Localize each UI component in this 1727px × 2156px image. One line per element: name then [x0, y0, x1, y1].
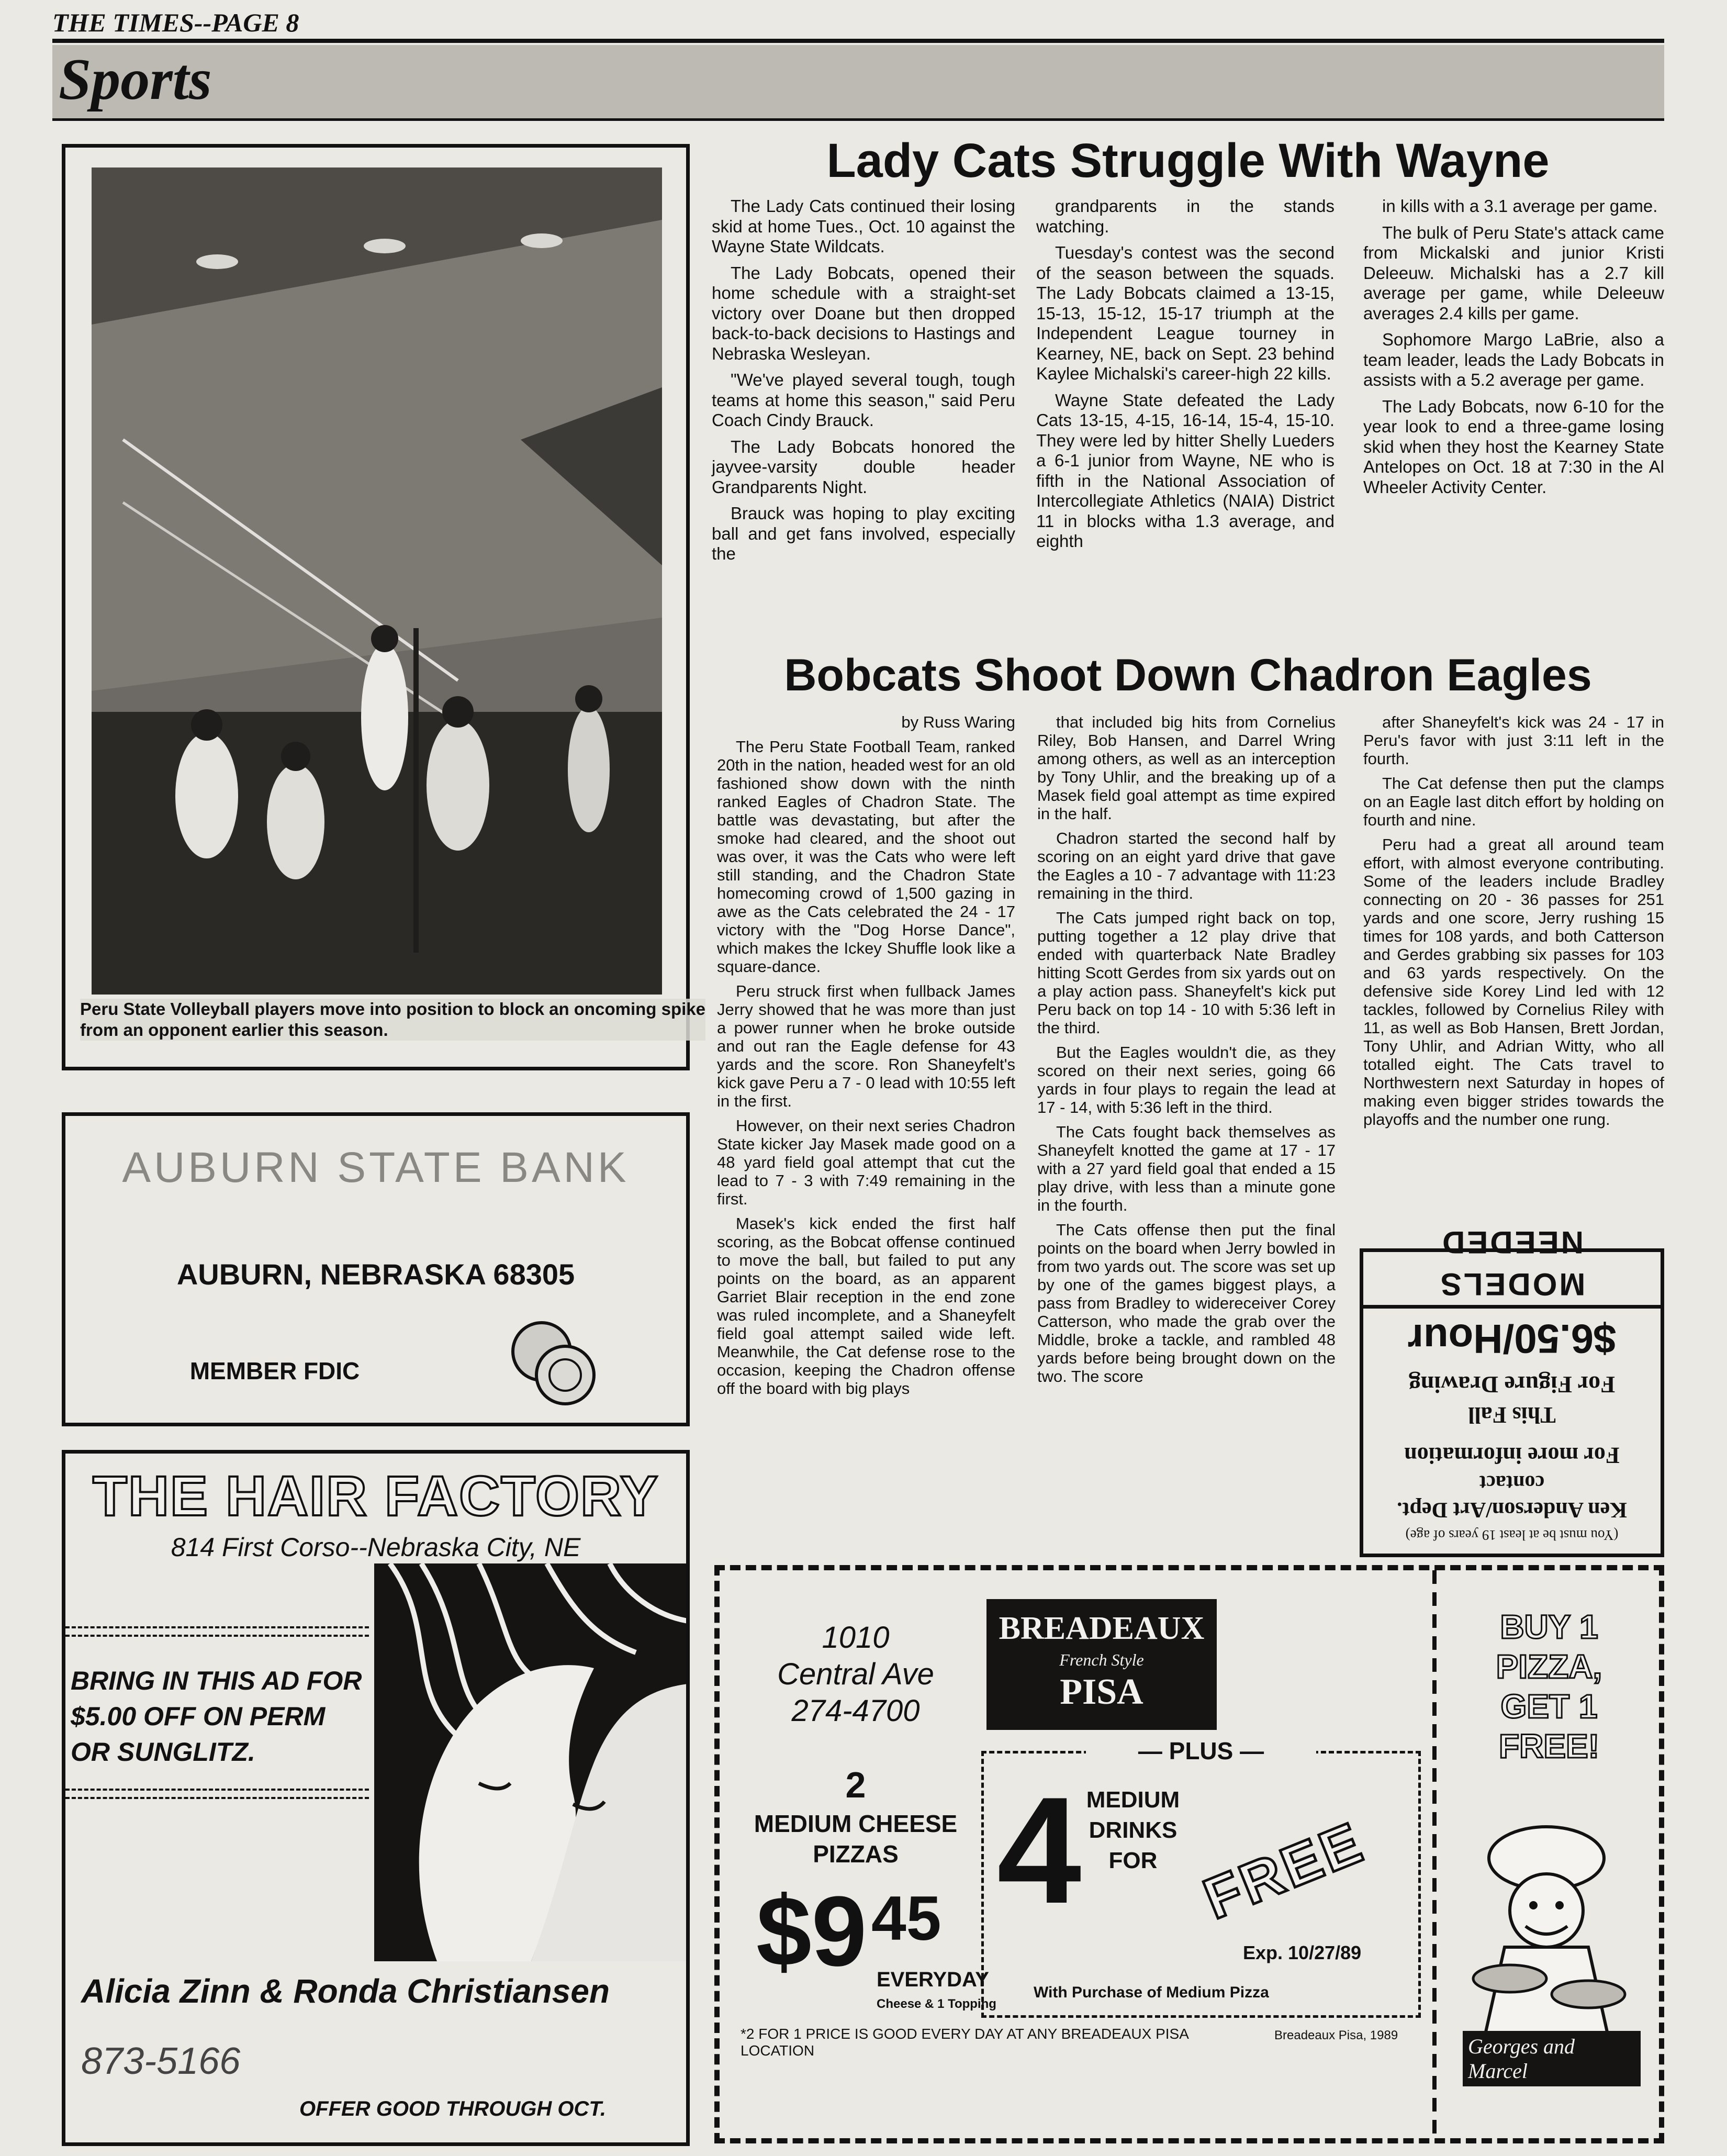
drinks-label: MEDIUM DRINKS FOR [1086, 1787, 1180, 1873]
story1-column-2 [1036, 196, 1334, 558]
paragraph: Peru had a great all around team effort, with almost everyone contributing. Some of the leaders include Bradley connecting on 20 - 36 passes for 251 yards and one score, Jerry rushing 15 times for 108 yards, and both Catterson and Gerdes grabbing six passes for 103 and 63 yards respectively. On the defensive side Korey Lind led with 12 tackles, followed by Cornelius Riley with 11, as well as Bob Hansen, Brett Jordan, Tony Uhlir, and Adrian Witty, who all totalled eight. The Cats travel to Northwestern next Saturday in hopes of making even bigger strides towards the playoffs and the number one rung. [1363, 835, 1664, 1129]
story2-headline: Bobcats Shoot Down Chadron Eagles [784, 650, 1592, 700]
models-title: MODELS NEEDED [1363, 1221, 1661, 1309]
section-title: Sports [59, 47, 212, 112]
paragraph: The Lady Bobcats honored the jayvee-varsity double header Grandparents Night. [712, 437, 1015, 497]
story2-column-3 [1363, 713, 1664, 1135]
hair-offer: BRING IN THIS AD FOR $5.00 OFF ON PERM OR SUNGLITZ. [71, 1666, 362, 1767]
paragraph: The Lady Bobcats, now 6-10 for the year look to end a three-game losing skid when they host the Kearney State Antelopes on Oct. 18 at 7:30 in the Al Wheeler Activity Center. [1363, 396, 1664, 497]
paragraph: after Shaneyfelt's kick was 24 - 17 in Peru's favor with just 3:11 left in the fourth. [1363, 713, 1664, 768]
paragraph: However, on their next series Chadron State kicker Jay Masek made good on a 48 yard field goal attempt that cut the lead to 7 - 3 with 7:49 remaining in the first. [717, 1116, 1015, 1208]
paragraph: Chadron started the second half by scoring on an eight yard drive that gave the Eagles a 10 - 7 advantage with 11:23 remaining in the third. [1037, 829, 1336, 902]
header-rule-bottom [52, 118, 1664, 121]
section-banner [52, 45, 1664, 118]
paragraph: The Cats jumped right back on top, putting together a 12 play drive that ended with quarterback Nate Bradley hitting Scott Gerdes from six yards out on a play action pass. Shaneyfelt's kick put Peru back on top 14 - 10 with 5:36 left in the third. [1037, 909, 1336, 1037]
pizza-quantity: 2 [845, 1764, 866, 1805]
pizza-address-street: Central Ave [777, 1657, 934, 1691]
bank-member: MEMBER FDIC [189, 1357, 360, 1384]
paragraph: Tuesday's contest was the second of the season between the squads. The Lady Bobcats claimed a 13-15, 15-13, 15-12, 15-17 triumph at the Independent League tourney in Kearney, NE, back on Sept. 23 behind Kaylee Michalski's career-high 22 kills. [1036, 243, 1334, 383]
models-info: For more information [1404, 1443, 1620, 1468]
chef-signature: Georges and Marcel [1463, 2031, 1641, 2086]
bank-city: AUBURN, NEBRASKA 68305 [176, 1258, 575, 1291]
paragraph: The Cat defense then put the clamps on an Eagle last ditch effort by holding on fourth and nine. [1363, 774, 1664, 829]
header-rule [52, 39, 1664, 43]
paragraph: Peru struck first when fullback James Jerry showed that he was more than just a power runner when he broke outside and out ran the Eagle defense for 43 yards and the score. Ron Shaneyfelt's kick gave Peru a 7 - 0 lead with 10:55 left in the first. [717, 982, 1015, 1110]
models-contact-name: Ken Anderson/Art Dept. [1397, 1498, 1627, 1522]
story2-column-1 [717, 713, 1015, 1404]
pizza-price-cents: 45 [871, 1883, 941, 1953]
pizza-footer-note: *2 FOR 1 PRICE IS GOOD EVERY DAY AT ANY BREADEAUX PISA LOCATION [741, 2026, 1188, 2059]
bank-name: AUBURN STATE BANK [122, 1144, 630, 1191]
paragraph: that included big hits from Cornelius Riley, Bob Hansen, and Darrel Wring among others, as well as an interception by Tony Uhlir, and the breaking up of a Masek field goal attempt as time expired in the half. [1037, 713, 1336, 823]
pizza-everyday: EVERYDAY [877, 1968, 989, 1991]
photo-caption: Peru State Volleyball players move into position to block an oncoming spike from an opponent earlier this season. [80, 999, 705, 1040]
paragraph: The Lady Bobcats, opened their home schedule with a straight-set victory over Doane but then dropped back-to-back decisions to Hastings and Nebraska Wesleyan. [712, 263, 1015, 363]
hair-phone: 873-5166 [81, 2040, 241, 2082]
stylist-names: Alicia Zinn & Ronda Christiansen [81, 1972, 610, 2010]
paragraph: The bulk of Peru State's attack came from Mickalski and junior Kristi Deleeuw. Michalski has a 2.7 kill average per game, while Deleeuw averages 2.4 kills per game. [1363, 222, 1664, 323]
pizza-address-number: 1010 [822, 1621, 890, 1655]
paragraph: But the Eagles wouldn't die, as they scored on their next series, going 66 yards in four plays to regain the lead at 17 - 14, with 5:36 left in the third. [1037, 1043, 1336, 1116]
free-stamp: FREE [1195, 1809, 1373, 1931]
coupon-border-top [65, 1626, 369, 1637]
story1-headline: Lady Cats Struggle With Wayne [826, 134, 1550, 187]
models-contact: contact [1479, 1471, 1545, 1495]
coin-seal-icon [505, 1315, 599, 1409]
byline: by Russ Waring [901, 713, 1015, 731]
paragraph: Sophomore Margo LaBrie, also a team leader, leads the Lady Bobcats in assists with a 5.2 average per game. [1363, 330, 1664, 389]
paragraph: The Peru State Football Team, ranked 20th in the nation, headed west for an old fashioned show down with the ninth ranked Eagles of Chadron State. The battle was devastating, but after the smoke had cleared, and the shoot out was over, it was the Cats who were left still standing, and the Chadron State homecoming crowd of 1,500 gazing in awe as the Cats celebrated the 24 - 17 victory with the "Dog Horse Dance", which makes the Ickey Shuffle look like a square-dance. [717, 738, 1015, 976]
pizza-price-dollars: $9 [756, 1876, 867, 1987]
offer-expiration: Exp. 10/27/89 [1243, 1942, 1362, 1963]
story1-column-3 [1363, 196, 1664, 504]
paragraph: grandparents in the stands watching. [1036, 196, 1334, 236]
chef-illustration [1457, 1822, 1635, 2041]
logo-name: BREADEAUX [999, 1611, 1205, 1646]
plus-label: — PLUS — [1086, 1737, 1316, 1765]
drinks-quantity: 4 [997, 1766, 1082, 1935]
pizza-item: MEDIUM CHEESE PIZZAS [754, 1810, 958, 1868]
side-offer: BUY 1 PIZZA, GET 1 FREE! [1496, 1608, 1602, 1765]
models-purpose: For Figure Drawing [1408, 1371, 1616, 1398]
hair-factory-address: 814 First Corso--Nebraska City, NE [171, 1533, 581, 1562]
volleyball-photo [92, 167, 662, 995]
paragraph: Brauck was hoping to play exciting ball and get fans involved, especially the [712, 504, 1015, 563]
photo-frame [62, 144, 705, 1070]
paragraph: The Cats offense then put the final points on the board when Jerry bowled in from two yards out. The score was set up by one of the games biggest plays, a pass from Bradley to widereceiver Corey Catterson, who made the grab over the Middle, broke a tackle, and rambled 48 yards before being brought down on the two. The score [1037, 1221, 1336, 1386]
paragraph: The Lady Cats continued their losing skid at home Tues., Oct. 10 against the Wayne State Wildcats. [712, 196, 1015, 256]
paragraph: in kills with a 3.1 average per game. [1382, 196, 1658, 216]
paragraph: Wayne State defeated the Lady Cats 13-15, 4-15, 16-14, 15-4, 15-10. They were led by hitter Shelly Lueders a 6-1 junior from Wayne, NE who is fifth in the National Association of Intercollegiate Athletics (NAIA) District 11 in blocks witha 1.3 average, and eighth [1036, 390, 1334, 551]
models-rate: $6.50/Hour [1407, 1316, 1617, 1362]
hair-factory-name: THE HAIR FACTORY [92, 1464, 659, 1527]
pizza-toppings: Cheese & 1 Topping [877, 1997, 996, 2011]
page-label: THE TIMES--PAGE 8 [52, 8, 299, 37]
models-needed-ad [1360, 1225, 1664, 1557]
coupon-border-right [1432, 1570, 1437, 2138]
purchase-requirement: With Purchase of Medium Pizza [1034, 1984, 1269, 2001]
paragraph: "We've played several tough, tough teams at home this season," said Peru Coach Cindy Brauck. [712, 370, 1015, 430]
bank-ad [62, 1112, 690, 1426]
breadeaux-logo [986, 1599, 1217, 1730]
pizza-ad [714, 1565, 1664, 2143]
logo-tagline: French Style [1059, 1650, 1144, 1669]
paragraph: The Cats fought back themselves as Shaneyfelt knotted the game at 17 - 17 with a 27 yard field goal that ended a 15 play drive, with less than a minute gone in the fourth. [1037, 1123, 1336, 1214]
faces-illustration [374, 1563, 688, 1961]
pizza-copyright: Breadeaux Pisa, 1989 [1274, 2028, 1398, 2042]
logo-pisa: PISA [1060, 1672, 1143, 1712]
models-age-note: (You must be at least 19 years of age) [1405, 1527, 1619, 1543]
hair-factory-ad [62, 1450, 690, 2146]
hair-offer-expiry: OFFER GOOD THROUGH OCT. [299, 2097, 606, 2120]
paragraph: Masek's kick ended the first half scoring, as the Bobcat offense continued to move the ball, but failed to put any points on the board, as an apparent Garriet Blair reception in the end zone was ruled incomplete, and a Shaneyfelt field goal attempt sailed wide left. Meanwhile, the Cat defense rose to the occasion, keeping the Chadron offense off the board with big plays [717, 1214, 1015, 1398]
story1-column-1 [712, 196, 1015, 571]
pizza-phone: 274-4700 [791, 1694, 920, 1728]
coupon-border-bottom [65, 1789, 369, 1799]
models-season: This Fall [1468, 1402, 1556, 1428]
story2-column-2 [1037, 713, 1336, 1392]
